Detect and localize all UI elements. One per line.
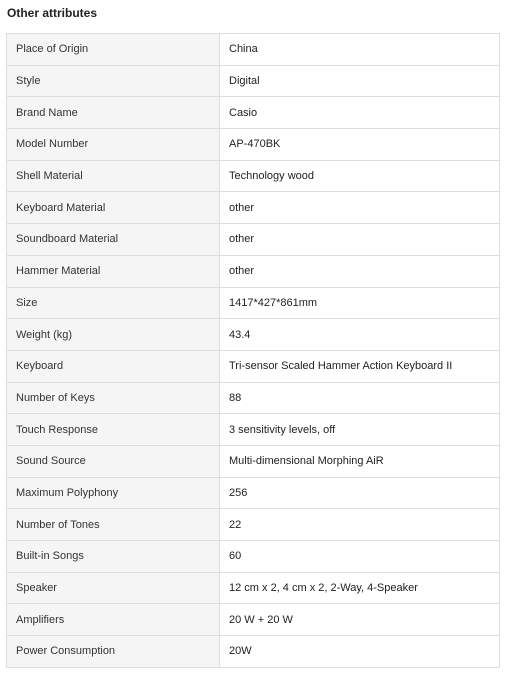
table-row: [7, 509, 500, 541]
table-row: [7, 541, 500, 573]
table-row: [7, 65, 500, 97]
attribute-value: other: [220, 255, 500, 287]
attribute-name: Built-in Songs: [7, 541, 220, 573]
attribute-name: Sound Source: [7, 445, 220, 477]
attribute-value: other: [220, 224, 500, 256]
attribute-name: Power Consumption: [7, 636, 220, 668]
attribute-value: Technology wood: [220, 160, 500, 192]
table-row: [7, 255, 500, 287]
attribute-value: Tri-sensor Scaled Hammer Action Keyboard II: [220, 350, 500, 382]
attribute-value: Digital: [220, 65, 500, 97]
attribute-name: Number of Keys: [7, 382, 220, 414]
attribute-name: Speaker: [7, 572, 220, 604]
table-row: [7, 287, 500, 319]
table-row: [7, 477, 500, 509]
table-row: [7, 636, 500, 668]
attribute-name: Maximum Polyphony: [7, 477, 220, 509]
attribute-name: Weight (kg): [7, 319, 220, 351]
attribute-value: 22: [220, 509, 500, 541]
table-row: [7, 604, 500, 636]
attribute-value: 3 sensitivity levels, off: [220, 414, 500, 446]
attribute-name: Keyboard Material: [7, 192, 220, 224]
attribute-name: Keyboard: [7, 350, 220, 382]
attribute-value: 20 W + 20 W: [220, 604, 500, 636]
table-row: [7, 224, 500, 256]
table-row: [7, 319, 500, 351]
attribute-value: China: [220, 34, 500, 66]
table-row: [7, 382, 500, 414]
attribute-name: Soundboard Material: [7, 224, 220, 256]
attribute-name: Style: [7, 65, 220, 97]
attribute-value: Casio: [220, 97, 500, 129]
table-row: [7, 414, 500, 446]
attribute-value: 20W: [220, 636, 500, 668]
attribute-name: Model Number: [7, 129, 220, 161]
attributes-table: [6, 33, 500, 668]
table-row: [7, 129, 500, 161]
table-row: [7, 97, 500, 129]
attribute-name: Brand Name: [7, 97, 220, 129]
attribute-name: Place of Origin: [7, 34, 220, 66]
attribute-value: 12 cm x 2, 4 cm x 2, 2-Way, 4-Speaker: [220, 572, 500, 604]
attribute-value: 43.4: [220, 319, 500, 351]
attribute-name: Hammer Material: [7, 255, 220, 287]
attribute-value: 60: [220, 541, 500, 573]
table-row: [7, 192, 500, 224]
attributes-table-body: [7, 34, 500, 668]
attribute-name: Number of Tones: [7, 509, 220, 541]
table-row: [7, 34, 500, 66]
attribute-value: 1417*427*861mm: [220, 287, 500, 319]
attribute-name: Shell Material: [7, 160, 220, 192]
attribute-value: other: [220, 192, 500, 224]
attribute-name: Touch Response: [7, 414, 220, 446]
attribute-name: Size: [7, 287, 220, 319]
table-row: [7, 160, 500, 192]
attribute-name: Amplifiers: [7, 604, 220, 636]
attribute-value: 88: [220, 382, 500, 414]
table-row: [7, 572, 500, 604]
attribute-value: AP-470BK: [220, 129, 500, 161]
attribute-value: Multi-dimensional Morphing AiR: [220, 445, 500, 477]
section-title: Other attributes: [7, 6, 98, 20]
attribute-value: 256: [220, 477, 500, 509]
table-row: [7, 350, 500, 382]
table-row: [7, 445, 500, 477]
